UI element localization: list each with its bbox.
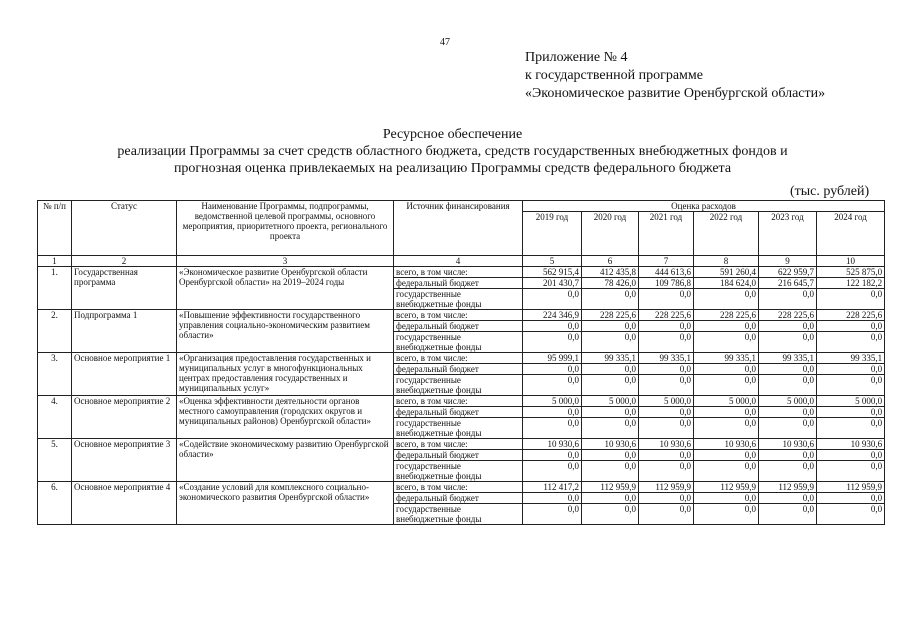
amount-cell: 0,0 xyxy=(694,450,759,461)
source-funds: государственные внебюджетные фонды xyxy=(394,375,523,396)
source-funds: государственные внебюджетные фонды xyxy=(394,418,523,439)
amount-cell: 0,0 xyxy=(759,364,817,375)
table-row xyxy=(38,439,885,450)
column-number: 8 xyxy=(694,256,759,267)
appendix-line-2: к государственной программе xyxy=(525,68,703,83)
amount-cell: 10 930,6 xyxy=(694,439,759,450)
table-row xyxy=(38,267,885,278)
source-total: всего, в том числе: xyxy=(394,267,523,278)
amount-cell: 112 959,9 xyxy=(759,482,817,493)
amount-cell: 10 930,6 xyxy=(817,439,885,450)
amount-cell: 0,0 xyxy=(759,332,817,353)
amount-cell: 0,0 xyxy=(817,375,885,396)
amount-cell: 0,0 xyxy=(694,407,759,418)
amount-cell: 0,0 xyxy=(523,418,582,439)
table-row xyxy=(38,310,885,321)
header-year: 2019 год xyxy=(523,212,582,256)
amount-cell: 0,0 xyxy=(639,418,694,439)
amount-cell: 0,0 xyxy=(523,504,582,525)
amount-cell: 412 435,8 xyxy=(582,267,639,278)
amount-cell: 184 624,0 xyxy=(694,278,759,289)
table-body xyxy=(38,267,885,525)
amount-cell: 0,0 xyxy=(639,461,694,482)
amount-cell: 0,0 xyxy=(582,407,639,418)
amount-cell: 0,0 xyxy=(639,450,694,461)
amount-cell: 0,0 xyxy=(523,450,582,461)
appendix-line-3: «Экономическое развитие Оренбургской области» xyxy=(525,86,826,101)
amount-cell: 0,0 xyxy=(639,364,694,375)
source-total: всего, в том числе: xyxy=(394,310,523,321)
amount-cell: 0,0 xyxy=(817,321,885,332)
column-number: 9 xyxy=(759,256,817,267)
source-federal: федеральный бюджет xyxy=(394,450,523,461)
amount-cell: 0,0 xyxy=(817,504,885,525)
amount-cell: 0,0 xyxy=(523,375,582,396)
amount-cell: 0,0 xyxy=(817,461,885,482)
amount-cell: 0,0 xyxy=(582,504,639,525)
column-number: 3 xyxy=(177,256,394,267)
amount-cell: 0,0 xyxy=(759,289,817,310)
table-row xyxy=(38,396,885,407)
amount-cell: 0,0 xyxy=(523,321,582,332)
amount-cell: 0,0 xyxy=(639,332,694,353)
amount-cell: 0,0 xyxy=(523,493,582,504)
amount-cell: 0,0 xyxy=(639,493,694,504)
amount-cell: 525 875,0 xyxy=(817,267,885,278)
resource-table xyxy=(37,200,885,525)
amount-cell: 0,0 xyxy=(639,321,694,332)
source-federal: федеральный бюджет xyxy=(394,364,523,375)
row-number: 1. xyxy=(38,267,72,310)
amount-cell: 0,0 xyxy=(817,332,885,353)
row-name: «Создание условий для комплексного социально-экономического развития Оренбургской области» xyxy=(177,482,394,525)
header-year: 2021 год xyxy=(639,212,694,256)
amount-cell: 0,0 xyxy=(523,289,582,310)
amount-cell: 0,0 xyxy=(639,375,694,396)
amount-cell: 112 959,9 xyxy=(639,482,694,493)
amount-cell: 0,0 xyxy=(523,461,582,482)
row-status: Основное мероприятие 4 xyxy=(72,482,177,525)
units-label: (тыс. рублей) xyxy=(790,184,870,199)
amount-cell: 109 786,8 xyxy=(639,278,694,289)
amount-cell: 228 225,6 xyxy=(817,310,885,321)
amount-cell: 0,0 xyxy=(759,418,817,439)
amount-cell: 0,0 xyxy=(694,289,759,310)
amount-cell: 0,0 xyxy=(817,407,885,418)
amount-cell: 444 613,6 xyxy=(639,267,694,278)
amount-cell: 112 959,9 xyxy=(694,482,759,493)
amount-cell: 0,0 xyxy=(759,375,817,396)
row-name: «Экономическое развитие Оренбургской области Оренбургской области» на 2019–2024 годы xyxy=(177,267,394,310)
amount-cell: 0,0 xyxy=(582,364,639,375)
title-line-1: Ресурсное обеспечение xyxy=(382,127,523,142)
row-number: 6. xyxy=(38,482,72,525)
amount-cell: 0,0 xyxy=(582,461,639,482)
amount-cell: 0,0 xyxy=(523,332,582,353)
amount-cell: 0,0 xyxy=(582,375,639,396)
column-number: 4 xyxy=(394,256,523,267)
source-funds: государственные внебюджетные фонды xyxy=(394,332,523,353)
amount-cell: 0,0 xyxy=(759,407,817,418)
amount-cell: 0,0 xyxy=(639,407,694,418)
source-total: всего, в том числе: xyxy=(394,482,523,493)
amount-cell: 99 335,1 xyxy=(817,353,885,364)
amount-cell: 216 645,7 xyxy=(759,278,817,289)
amount-cell: 99 335,1 xyxy=(759,353,817,364)
amount-cell: 591 260,4 xyxy=(694,267,759,278)
amount-cell: 0,0 xyxy=(523,364,582,375)
amount-cell: 0,0 xyxy=(694,493,759,504)
amount-cell: 0,0 xyxy=(582,493,639,504)
column-number: 10 xyxy=(817,256,885,267)
header-year: 2022 год xyxy=(694,212,759,256)
row-name: «Повышение эффективности государственного управления социально-экономическим развитием области» xyxy=(177,310,394,353)
amount-cell: 0,0 xyxy=(582,332,639,353)
row-number: 4. xyxy=(38,396,72,439)
header-name: Наименование Программы, подпрограммы, ведомственной целевой программы, основного мероприятия, приоритетного проекта, регионального проекта xyxy=(177,201,394,256)
amount-cell: 10 930,6 xyxy=(639,439,694,450)
title-line-2: реализации Программы за счет средств областного бюджета, средств государственных внебюджетных фондов и xyxy=(117,144,788,159)
amount-cell: 0,0 xyxy=(759,504,817,525)
amount-cell: 201 430,7 xyxy=(523,278,582,289)
amount-cell: 0,0 xyxy=(817,364,885,375)
row-status: Государственная программа xyxy=(72,267,177,310)
amount-cell: 0,0 xyxy=(582,321,639,332)
amount-cell: 562 915,4 xyxy=(523,267,582,278)
amount-cell: 228 225,6 xyxy=(694,310,759,321)
amount-cell: 112 417,2 xyxy=(523,482,582,493)
source-federal: федеральный бюджет xyxy=(394,493,523,504)
row-number: 2. xyxy=(38,310,72,353)
amount-cell: 0,0 xyxy=(759,321,817,332)
row-name: «Организация предоставления государственных и муниципальных услуг в многофункциональных центрах предоставления государственных и муниципальных услуг» xyxy=(177,353,394,396)
amount-cell: 95 999,1 xyxy=(523,353,582,364)
row-status: Основное мероприятие 2 xyxy=(72,396,177,439)
amount-cell: 224 346,9 xyxy=(523,310,582,321)
title-line-3: прогнозная оценка привлекаемых на реализацию Программы средств федерального бюджета xyxy=(173,161,732,176)
amount-cell: 0,0 xyxy=(639,289,694,310)
amount-cell: 5 000,0 xyxy=(582,396,639,407)
column-number: 2 xyxy=(72,256,177,267)
amount-cell: 5 000,0 xyxy=(759,396,817,407)
source-federal: федеральный бюджет xyxy=(394,407,523,418)
amount-cell: 99 335,1 xyxy=(582,353,639,364)
page-number: 47 xyxy=(440,37,450,48)
source-total: всего, в том числе: xyxy=(394,396,523,407)
amount-cell: 0,0 xyxy=(694,461,759,482)
row-status: Подпрограмма 1 xyxy=(72,310,177,353)
amount-cell: 10 930,6 xyxy=(523,439,582,450)
amount-cell: 0,0 xyxy=(694,364,759,375)
header-year: 2020 год xyxy=(582,212,639,256)
amount-cell: 5 000,0 xyxy=(694,396,759,407)
amount-cell: 0,0 xyxy=(694,418,759,439)
amount-cell: 112 959,9 xyxy=(582,482,639,493)
amount-cell: 99 335,1 xyxy=(694,353,759,364)
appendix-line-1: Приложение № 4 xyxy=(525,50,628,65)
column-numbers-row xyxy=(38,256,885,267)
amount-cell: 122 182,2 xyxy=(817,278,885,289)
table-row xyxy=(38,482,885,493)
row-status: Основное мероприятие 1 xyxy=(72,353,177,396)
header-year: 2024 год xyxy=(817,212,885,256)
header-status: Статус xyxy=(72,201,177,256)
document-title xyxy=(0,126,905,177)
amount-cell: 0,0 xyxy=(694,375,759,396)
column-number: 1 xyxy=(38,256,72,267)
amount-cell: 0,0 xyxy=(694,332,759,353)
header-year: 2023 год xyxy=(759,212,817,256)
amount-cell: 0,0 xyxy=(582,450,639,461)
amount-cell: 0,0 xyxy=(582,418,639,439)
row-number: 3. xyxy=(38,353,72,396)
amount-cell: 99 335,1 xyxy=(639,353,694,364)
appendix-header xyxy=(525,49,825,103)
source-federal: федеральный бюджет xyxy=(394,321,523,332)
row-name: «Оценка эффективности деятельности органов местного самоуправления (городских округов и муниципальных районов) Оренбургской области» xyxy=(177,396,394,439)
row-name: «Содействие экономическому развитию Оренбургской области» xyxy=(177,439,394,482)
source-funds: государственные внебюджетные фонды xyxy=(394,289,523,310)
amount-cell: 5 000,0 xyxy=(523,396,582,407)
row-status: Основное мероприятие 3 xyxy=(72,439,177,482)
amount-cell: 0,0 xyxy=(817,418,885,439)
amount-cell: 78 426,0 xyxy=(582,278,639,289)
header-num: № п/п xyxy=(38,201,72,256)
amount-cell: 228 225,6 xyxy=(582,310,639,321)
column-number: 5 xyxy=(523,256,582,267)
header-row-1 xyxy=(38,201,885,212)
amount-cell: 0,0 xyxy=(817,493,885,504)
table-row xyxy=(38,353,885,364)
amount-cell: 0,0 xyxy=(817,450,885,461)
amount-cell: 228 225,6 xyxy=(639,310,694,321)
amount-cell: 0,0 xyxy=(582,289,639,310)
amount-cell: 10 930,6 xyxy=(759,439,817,450)
amount-cell: 112 959,9 xyxy=(817,482,885,493)
amount-cell: 622 959,7 xyxy=(759,267,817,278)
amount-cell: 5 000,0 xyxy=(817,396,885,407)
source-funds: государственные внебюджетные фонды xyxy=(394,504,523,525)
amount-cell: 228 225,6 xyxy=(759,310,817,321)
source-funds: государственные внебюджетные фонды xyxy=(394,461,523,482)
source-total: всего, в том числе: xyxy=(394,353,523,364)
source-federal: федеральный бюджет xyxy=(394,278,523,289)
amount-cell: 0,0 xyxy=(759,450,817,461)
amount-cell: 10 930,6 xyxy=(582,439,639,450)
amount-cell: 0,0 xyxy=(639,504,694,525)
amount-cell: 0,0 xyxy=(694,321,759,332)
amount-cell: 0,0 xyxy=(759,461,817,482)
header-source: Источник финансирования xyxy=(394,201,523,256)
amount-cell: 0,0 xyxy=(817,289,885,310)
amount-cell: 0,0 xyxy=(759,493,817,504)
amount-cell: 5 000,0 xyxy=(639,396,694,407)
source-total: всего, в том числе: xyxy=(394,439,523,450)
column-number: 6 xyxy=(582,256,639,267)
column-number: 7 xyxy=(639,256,694,267)
header-estimate: Оценка расходов xyxy=(523,201,885,212)
amount-cell: 0,0 xyxy=(694,504,759,525)
row-number: 5. xyxy=(38,439,72,482)
amount-cell: 0,0 xyxy=(523,407,582,418)
